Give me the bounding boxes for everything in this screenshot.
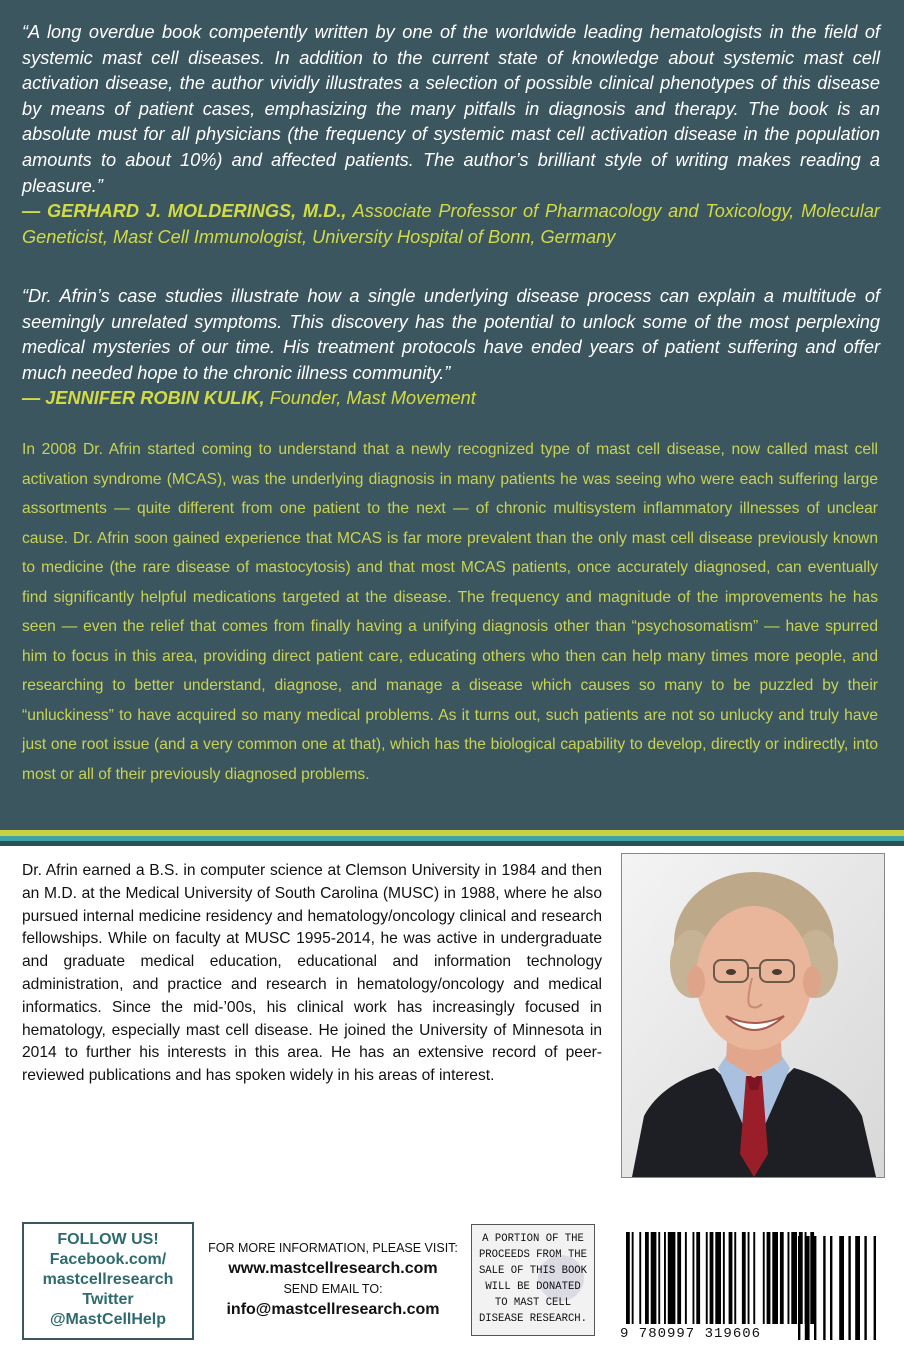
quote-author-role: Founder, Mast Movement bbox=[264, 388, 476, 409]
follow-heading: FOLLOW US! bbox=[57, 1231, 159, 1248]
barcode-bar bbox=[658, 1232, 660, 1324]
barcode-bar bbox=[734, 1232, 736, 1324]
barcode-bar bbox=[788, 1232, 790, 1324]
barcode-bar bbox=[706, 1232, 708, 1324]
email-link[interactable]: info@mastcellresearch.com bbox=[226, 1301, 440, 1318]
barcode-addon-bar bbox=[839, 1236, 844, 1340]
barcode-bar bbox=[753, 1232, 755, 1324]
quote-author: — GERHARD J. MOLDERINGS, M.D., bbox=[22, 201, 347, 222]
barcode-addon-bar bbox=[798, 1236, 800, 1340]
barcode-bar bbox=[780, 1232, 784, 1324]
author-portrait-icon bbox=[622, 854, 884, 1177]
follow-us-box bbox=[22, 1222, 194, 1340]
barcode-bar bbox=[696, 1232, 700, 1324]
quote-text: “A long overdue book competently written by one of the worldwide leading hematologists in the field of systemic mast cell diseases. In addition to the current state of knowledge about systemic mast cell activation disease, the author vividly illustrates a selection of possible clinical phenotypes of this disease by means of patient cases, emphasizing the many pitfalls in diagnosis and therapy. The book is an absolute must for all physicians (the frequency of systemic mast cell activation disease in the population amounts to about 10%) and affected patients. The author’s brilliant style of writing makes reading a pleasure.” bbox=[22, 22, 880, 196]
barcode-addon-bar bbox=[855, 1236, 860, 1340]
quote-attribution bbox=[22, 201, 880, 247]
barcode-bar bbox=[767, 1232, 771, 1324]
donation-line: A PORTION OF THE bbox=[482, 1233, 584, 1245]
barcode-bar bbox=[632, 1232, 634, 1324]
barcode-bar bbox=[810, 1232, 814, 1324]
donation-line: SALE OF THIS BOOK bbox=[478, 1265, 588, 1277]
twitter-handle[interactable]: @MastCellHelp bbox=[49, 1311, 167, 1328]
contact-info bbox=[202, 1240, 464, 1322]
barcode-addon-bar bbox=[874, 1236, 876, 1340]
author-photo bbox=[621, 853, 885, 1178]
barcode-bar bbox=[639, 1232, 641, 1324]
barcode-icon bbox=[620, 1196, 884, 1346]
barcode-bar bbox=[729, 1232, 733, 1324]
barcode-bar bbox=[668, 1232, 676, 1324]
quote-text: “Dr. Afrin’s case studies illustrate how a single underlying disease process can explain a multitude of seemingly unrelated symptoms. This discovery has the potential to unlock some of the most perplexing medical mysteries of our time. His treatment protocols have ended years of patient suffering and offer much needed hope to the chronic illness community.” bbox=[22, 286, 880, 383]
quote-author-role: Associate Professor of Pharmacology and Toxicology, Molecular Geneticist, Mast Cell Immunologist, University Hospital of Bonn, Germany bbox=[22, 201, 880, 247]
facebook-link-page[interactable]: mastcellresearch bbox=[42, 1271, 174, 1288]
book-description: In 2008 Dr. Afrin started coming to understand that a newly recognized type of mast cell disease, now called mast cell activation syndrome (MCAS), was the underlying diagnosis in many patients he was seeing who were each suffering large assortments — quite different from one patient to the next — of chronic multisystem inflammatory illnesses of unclear cause. Dr. Afrin soon gained experience that MCAS is far more prevalent than the only mast cell disease previously known to medicine (the rare disease of mastocytosis) and that most MCAS patients, once accurately diagnosed, can eventually find significantly helpful medications targeted at the disease. The frequency and magnitude of the improvements he has seen — even the relief that comes from finally having a unifying diagnosis other than “psychosomatism” — have spurred him to focus in this area, providing direct patient care, educating others who then can help many times more people, and researching to better understand, diagnose, and manage a disease which causes so many to be puzzled by their “unluckiness” to have acquired so many medical problems. As it turns out, such patients are not so unlucky and truly have just one root issue (and a very common one at that), which has the biological capability to develop, directly or indirectly, into most or all of their previously diagnosed problems. bbox=[22, 441, 878, 783]
barcode-bar bbox=[772, 1232, 778, 1324]
email-label: SEND EMAIL TO: bbox=[283, 1282, 383, 1296]
barcode-bar bbox=[723, 1232, 725, 1324]
barcode-bar bbox=[664, 1232, 666, 1324]
website-link[interactable]: www.mastcellresearch.com bbox=[228, 1260, 438, 1277]
barcode-bar bbox=[763, 1232, 765, 1324]
barcode-bar bbox=[645, 1232, 649, 1324]
barcode-bar bbox=[715, 1232, 721, 1324]
barcode-addon-bar bbox=[864, 1236, 866, 1340]
barcode-addon-bar bbox=[830, 1236, 832, 1340]
author-bio: Dr. Afrin earned a B.S. in computer science at Clemson University in 1984 and then an M.D. at the Medical University of South Carolina (MUSC) in 1988, where he also pursued internal medicine residency and hematology/oncology clinical and research fellowships. While on faculty at MUSC 1995-2014, he was active in undergraduate and graduate medical education, educational and information technology administration, and practice and research in hematology/oncology and medical informatics. Since the mid-’00s, his clinical work has increasingly focused in hematology, especially mast cell disease. He joined the University of Minnesota in 2014 to further his interests in this area. He has an extensive record of peer-reviewed publications and has spoken widely in his areas of interest. bbox=[22, 862, 602, 1085]
barcode-bar bbox=[651, 1232, 657, 1324]
barcode-bar bbox=[742, 1232, 746, 1324]
barcode-addon-bar bbox=[848, 1236, 850, 1340]
barcode-bar bbox=[626, 1232, 630, 1324]
donation-line: PROCEEDS FROM THE bbox=[478, 1249, 588, 1261]
barcode-addon-bar bbox=[805, 1236, 810, 1340]
visit-label: FOR MORE INFORMATION, PLEASE VISIT: bbox=[208, 1241, 458, 1255]
quote-molderings bbox=[22, 20, 880, 250]
divider-stripe-dark bbox=[0, 841, 904, 846]
barcode-bar bbox=[791, 1232, 797, 1324]
donation-line: WILL BE DONATED bbox=[485, 1281, 581, 1293]
donation-line: DISEASE RESEARCH. bbox=[478, 1313, 588, 1325]
barcode-bar bbox=[693, 1232, 695, 1324]
ean-number: 9 780997 319606 bbox=[620, 1326, 762, 1342]
barcode-bar bbox=[685, 1232, 687, 1324]
quote-kulik bbox=[22, 284, 880, 412]
twitter-label: Twitter bbox=[82, 1291, 134, 1308]
quote-attribution bbox=[22, 388, 476, 408]
donation-notice bbox=[471, 1224, 595, 1336]
facebook-link[interactable]: Facebook.com/ bbox=[49, 1251, 167, 1268]
barcode-bar bbox=[710, 1232, 714, 1324]
barcode-addon-bar bbox=[814, 1236, 816, 1340]
barcode-addon-bar bbox=[823, 1236, 825, 1340]
donation-line: TO MAST CELL bbox=[494, 1297, 572, 1309]
quote-author: — JENNIFER ROBIN KULIK, bbox=[22, 388, 265, 409]
barcode-bar bbox=[677, 1232, 681, 1324]
barcode-bar bbox=[748, 1232, 750, 1324]
